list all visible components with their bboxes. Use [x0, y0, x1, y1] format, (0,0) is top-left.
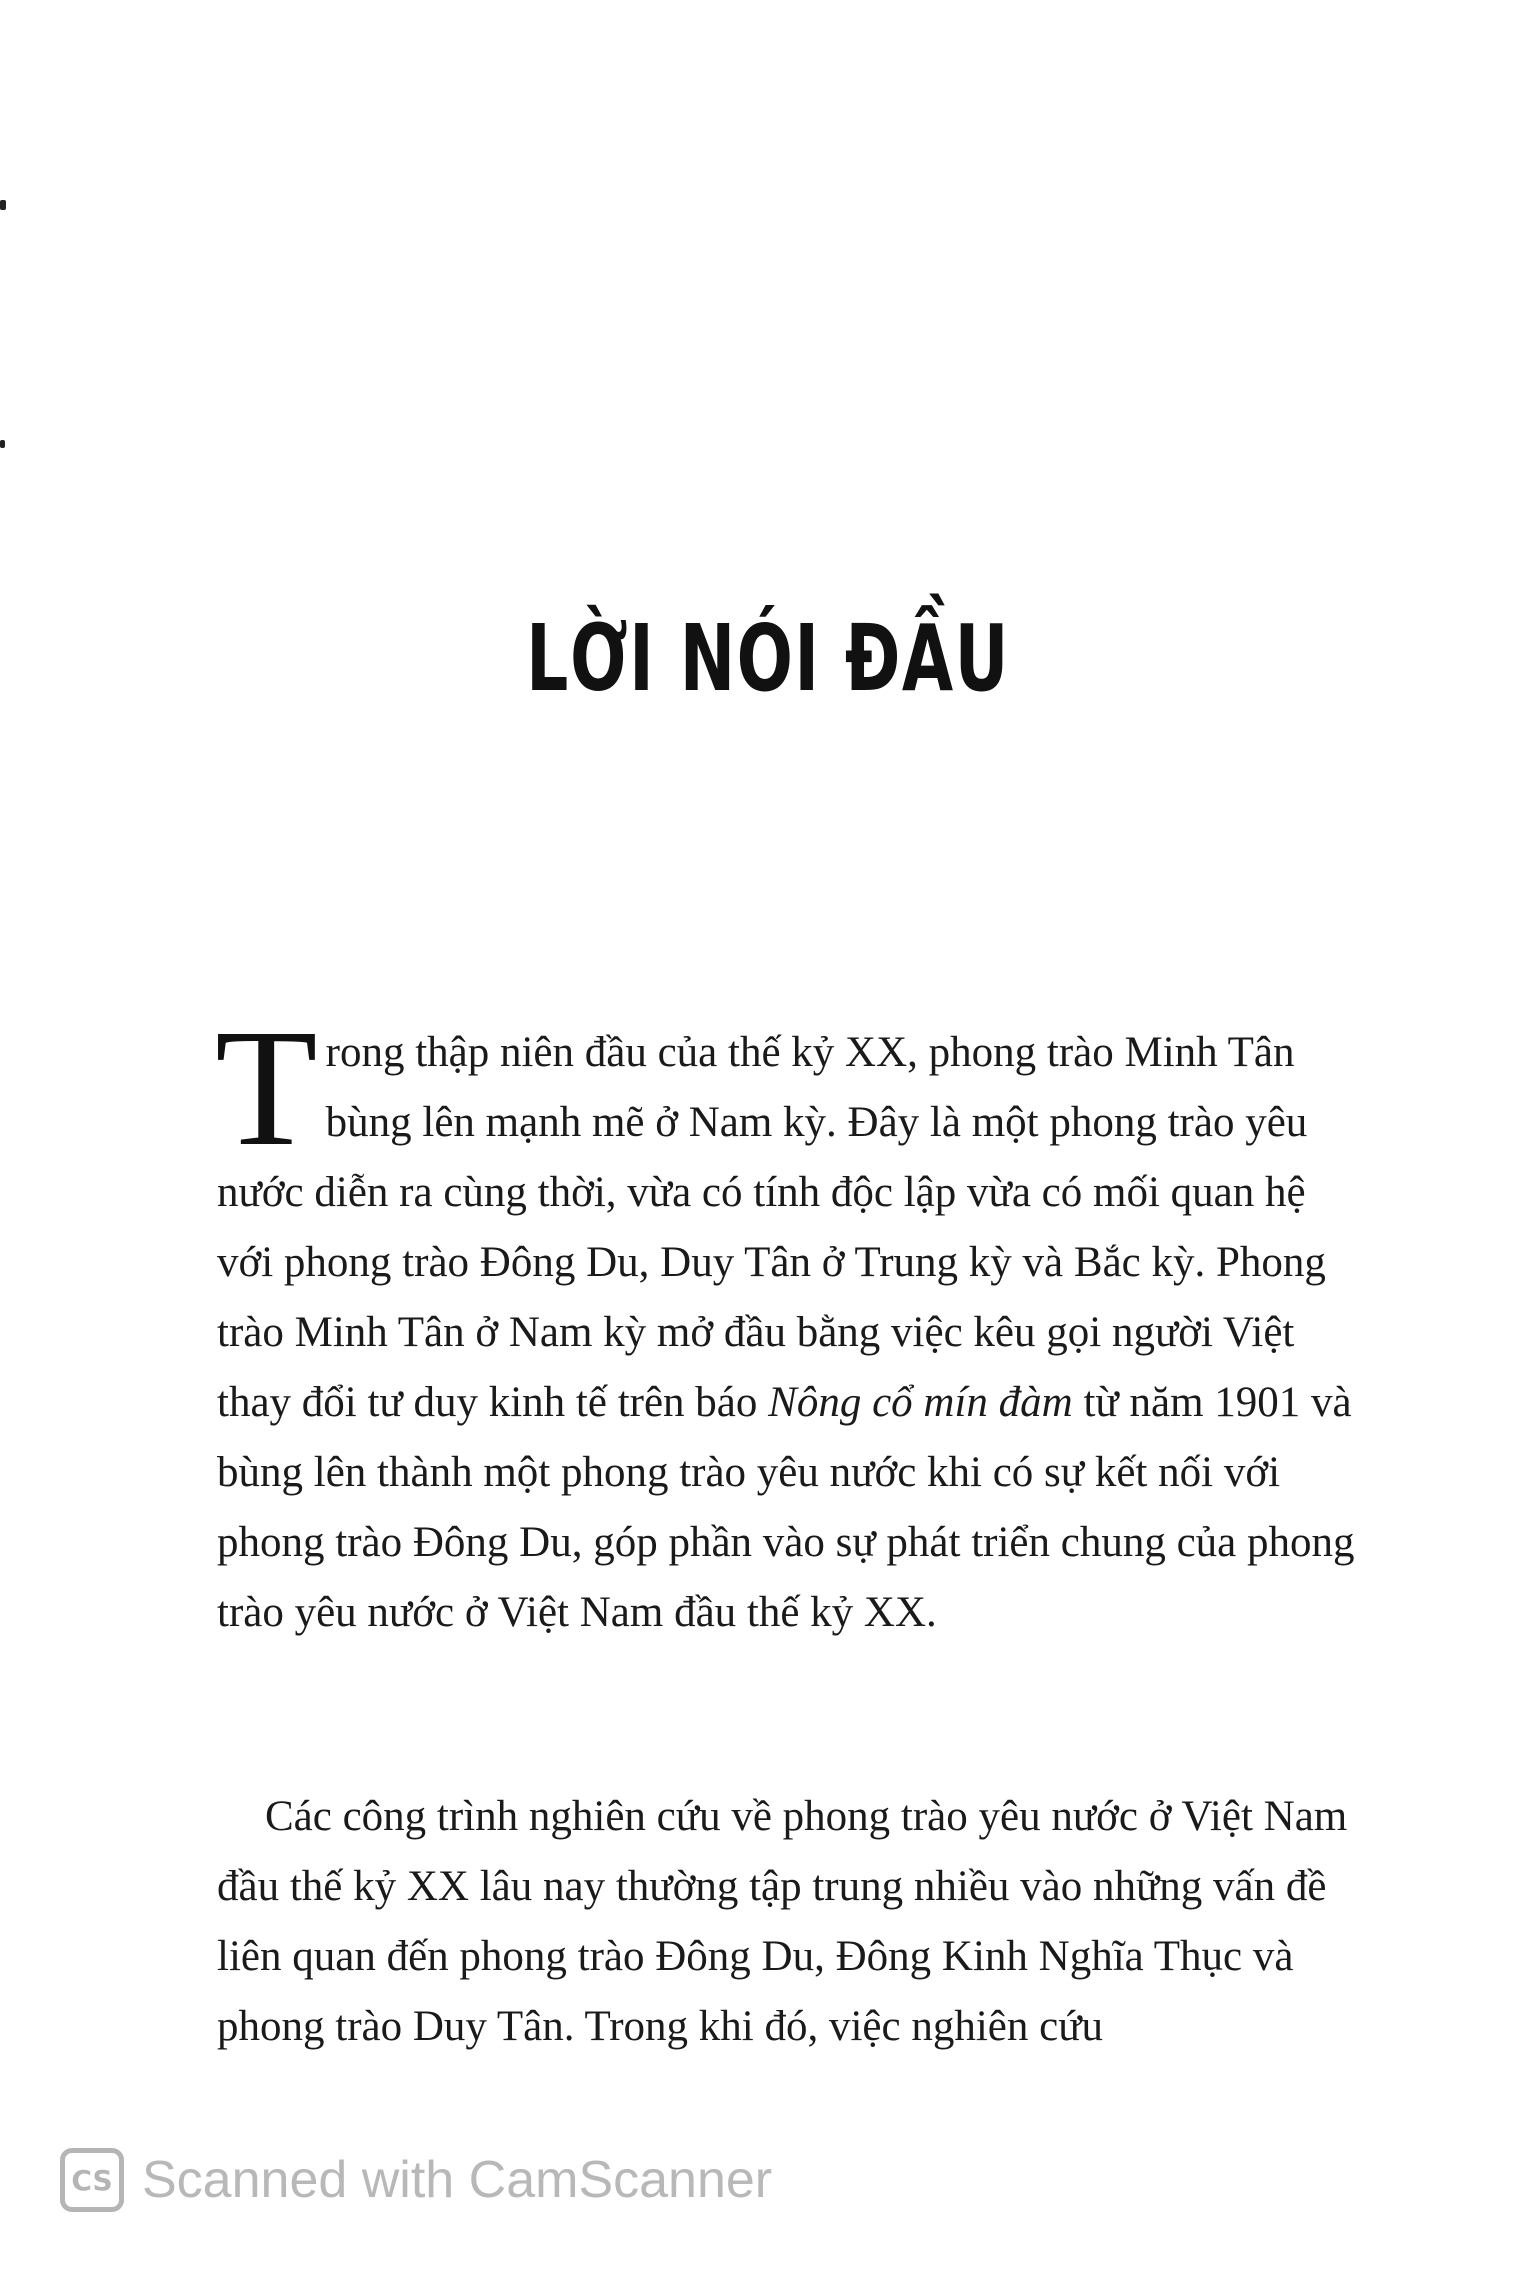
paragraph-1-text: rong thập niên đầu của thế kỷ XX, phong trào Minh Tân bùng lên mạnh mẽ ở Nam kỳ. Đây là một phong trào yêu nước diễn ra cùng thời, vừa có tính độc lập vừa có mối quan hệ với phong trào Đông Du, Duy Tân ở Trung kỳ và Bắc kỳ. Phong trào Minh Tân ở Nam kỳ mở đầu bằng việc kêu gọi người Việt thay đổi tư duy kinh tế trên báo: [217, 1029, 1326, 1426]
scan-speck: [0, 440, 5, 448]
paragraph-1: [215, 995, 1363, 1648]
drop-cap: T: [215, 995, 318, 1181]
italic-title: Nông cổ mín đàm: [768, 1379, 1073, 1426]
scan-speck: [0, 200, 6, 210]
page-title: LỜI NÓI ĐẦU: [526, 605, 1010, 712]
camscanner-logo-icon: CS: [60, 2148, 124, 2212]
paragraph-2: Các công trình nghiên cứu về phong trào yêu nước ở Việt Nam đầu thế kỷ XX lâu nay thường tập trung nhiều vào những vấn đề liên quan đến phong trào Đông Du, Đông Kinh Nghĩa Thục và phong trào Duy Tân. Trong khi đó, việc nghiên cứu: [217, 1793, 1348, 2050]
watermark-text: Scanned with CamScanner: [142, 2151, 773, 2209]
paragraph-1-text-end: từ năm 1901 và bùng lên thành một phong trào yêu nước khi có sự kết nối với phong trào Đông Du, góp phần vào sự phát triển chung của phong trào yêu nước ở Việt Nam đầu thế kỷ XX.: [217, 1379, 1355, 1636]
camscanner-watermark: [60, 2148, 772, 2212]
